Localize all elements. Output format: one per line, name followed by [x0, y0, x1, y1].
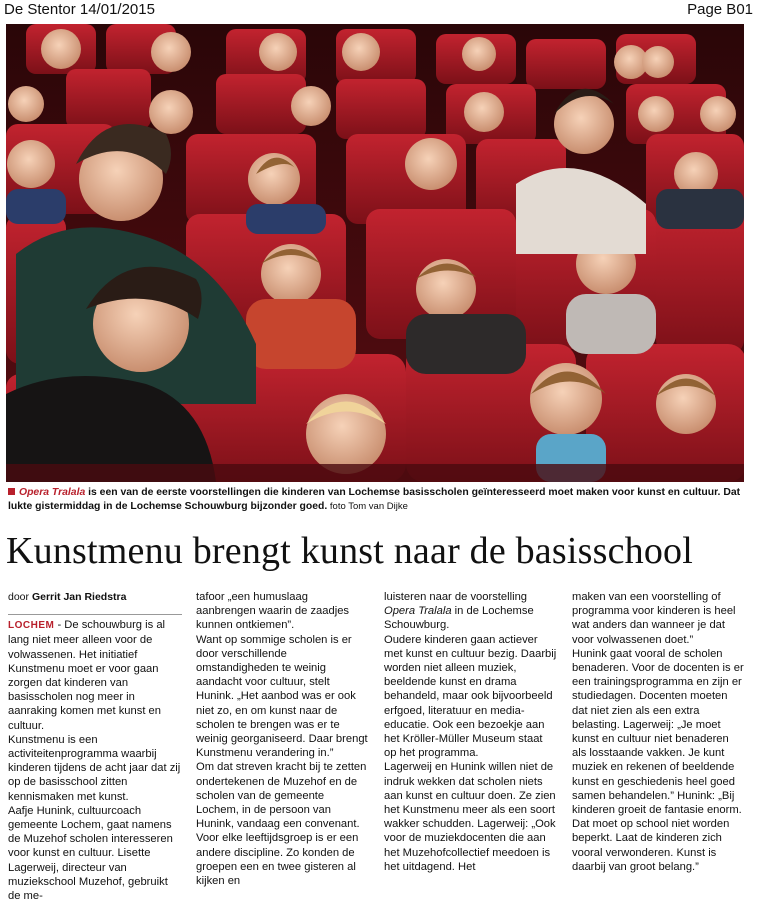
article-column-4	[572, 590, 746, 874]
photo-illustration	[6, 24, 744, 482]
page-number: Page B01	[687, 1, 753, 18]
paragraph: LOCHEM - De schouwburg is al lang niet meer alleen voor de volwassenen. Het initiatief Kunstmenu moet er voor gaan zorgen dat kinderen van basisscholen nog meer in aanraking komen met kunst en cultuur.	[8, 619, 166, 732]
paragraph: Oudere kinderen gaan actiever met kunst en cultuur bezig. Daarbij worden niet alleen muziek, beeldende kunst en drama behandeld, maar ook bijvoorbeeld erfgoed, literatuur en media-educatie. Ook een bezoekje aan het Kröller-Müller Museum staat op het programma.	[384, 633, 557, 760]
byline-prefix: door	[8, 591, 32, 603]
paragraph: tafoor „een humuslaag aanbrengen waarin de zaadjes kunnen ontkiemen”.	[196, 591, 350, 632]
caption-title: Opera Tralala	[19, 487, 86, 498]
byline	[8, 590, 182, 604]
show-title: Opera Tralala	[384, 605, 452, 618]
page-header	[0, 0, 759, 22]
photo-caption	[8, 486, 744, 513]
article-column-2	[196, 590, 370, 888]
paragraph: Kunstmenu is een activiteitenprogramma waarbij kinderen tijdens de acht jaar dat zij op de basisschool zitten kennismaken met kunst.	[8, 733, 181, 803]
dateline-place: LOCHEM	[8, 620, 55, 632]
paragraph: maken van een voorstelling of programma voor kinderen is heel wat anders dan wanneer je dat voor volwassenen doet.”	[572, 591, 736, 646]
paragraph: Om dat streven kracht bij te zetten ondertekenen de Muzehof en de scholen van de gemeente Lochem, in de persoon van Hunink, vandaag een convenant. Voor elke leeftijdsgroep is er een andere discipline. Zo konden de groepen een en twee gisteren al kijken en	[196, 761, 367, 888]
paragraph: Lagerweij en Hunink willen niet de indruk wekken dat scholen niets aan kunst en cultuur doen. Ze zien het Kunstmenu meer als een soort wakker schudden. Lagerweij: „Ook voor de muziekdocenten die aan het Muzehofcollectief meedoen is het uitdagend. Het	[384, 761, 556, 873]
paragraph: Aafje Hunink, cultuurcoach gemeente Lochem, gaat namens de Muzehof scholen interesseren voor kunst en cultuur. Lisette Lagerweij, directeur van muziekschool Muzehof, gebruikt de me-	[8, 804, 173, 903]
author-name: Gerrit Jan Riedstra	[31, 591, 127, 603]
paragraph: Hunink gaat vooral de scholen benaderen. Voor de docenten is er een trainingsprogramma en zijn er studiedagen. Docenten moeten dat niet zien als een extra belasting. Lagerweij: „Je moet kunst en cultuur niet benaderen als losstaande vakken. Je kunt muziek en rekenen of beeldende kunst en geschiedenis heel goed samen behandelen.” Hunink: „Bij kinderen groeit de fantasie enorm. Dat moet op school niet worden beperkt. Laat de kinderen zich vooral verwonderen. Kunst is daarbij van groot belang.”	[572, 647, 744, 873]
theatre-audience-photo	[6, 24, 744, 482]
article-column-1	[8, 590, 182, 903]
caption-text: is een van de eerste voorstellingen die kinderen van Lochemse basisscholen geïnteresseerd moet maken voor kunst en cultuur. Dat lukte gistermiddag in de Lochemse Schouwburg bijzonder goed.	[8, 487, 741, 512]
article-column-3	[384, 590, 558, 874]
publication-date: De Stentor 14/01/2015	[4, 1, 155, 18]
caption-marker-icon	[8, 488, 15, 495]
article-headline: Kunstmenu brengt kunst naar de basisschool	[6, 530, 694, 572]
paragraph: Want op sommige scholen is er door verschillende omstandigheden te weinig aandacht voor cultuur, stelt Hunink. „Het aanbod was er ook niet zo, en om kunst naar de scholen te brengen was er te weinig georganiseerd. Daar brengt Kunstmenu verandering in.”	[196, 633, 368, 760]
photo-credit: foto Tom van Dijke	[327, 500, 408, 512]
paragraph: luisteren naar de voorstelling Opera Tralala in de Lochemse Schouwburg.	[384, 591, 534, 632]
